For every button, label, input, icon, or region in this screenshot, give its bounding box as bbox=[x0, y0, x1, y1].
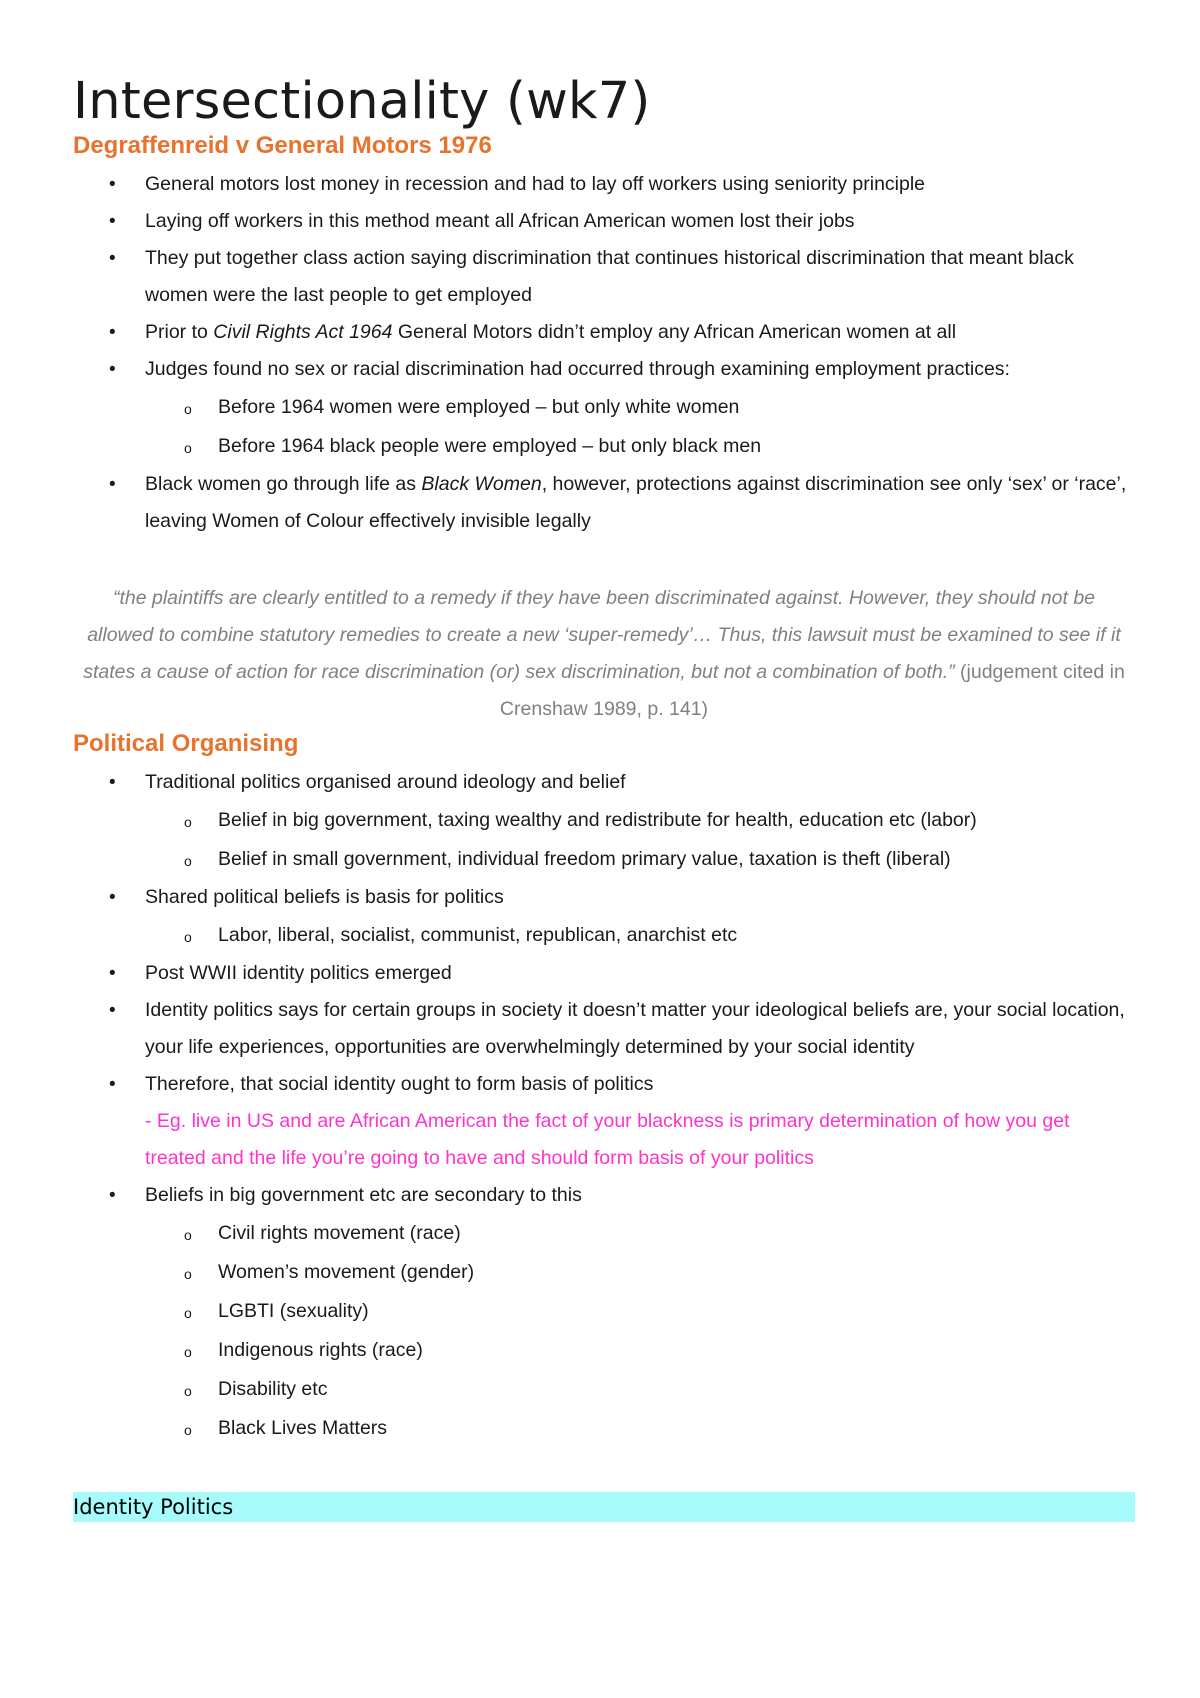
list-item-text: They put together class action saying discrimination that continues historical discrimination that meant black women were the last people to get employed bbox=[145, 247, 1074, 307]
section-heading-political-organising: Political Organising bbox=[73, 730, 299, 758]
sub-list-item bbox=[145, 1409, 1135, 1448]
sub-list-item bbox=[145, 388, 1135, 427]
sub-list-item-text: Belief in small government, individual freedom primary value, taxation is theft (liberal) bbox=[218, 848, 951, 871]
emphasis-black-women: Black Women bbox=[421, 473, 542, 496]
sub-list-item-text: Women’s movement (gender) bbox=[218, 1261, 475, 1284]
sub-list-item-text: Black Lives Matters bbox=[218, 1417, 388, 1440]
list-item-text: Black women go through life as bbox=[145, 473, 422, 496]
list-item-text: General motors lost money in recession and had to lay off workers using seniority principle bbox=[145, 173, 926, 196]
sub-list-item-text: Before 1964 black people were employed – but only black men bbox=[218, 435, 762, 458]
list-item-text: Traditional politics organised around ideology and belief bbox=[145, 771, 626, 794]
sub-list-item bbox=[145, 801, 1135, 840]
document-page bbox=[73, 74, 1135, 1522]
degraffenreid-bullet-list bbox=[73, 166, 1135, 540]
list-item-text: Therefore, that social identity ought to form basis of politics bbox=[145, 1073, 654, 1096]
sub-list-item bbox=[145, 1292, 1135, 1331]
political-organising-bullet-list bbox=[73, 764, 1135, 1448]
sub-list-item-text: Before 1964 women were employed – but only white women bbox=[218, 396, 740, 419]
list-item bbox=[73, 764, 1135, 879]
sub-list bbox=[145, 388, 1135, 466]
list-item bbox=[73, 955, 1135, 992]
list-item-text: , however, protections against discrimination see only ‘sex’ or ‘race’, leaving Women of Colour effectively invisible legally bbox=[145, 473, 1127, 533]
list-item-text: Laying off workers in this method meant all African American women lost their jobs bbox=[145, 210, 855, 233]
list-item bbox=[73, 203, 1135, 240]
sub-list-item bbox=[145, 1370, 1135, 1409]
sub-list-item bbox=[145, 916, 1135, 955]
sub-list-item-text: LGBTI (sexuality) bbox=[218, 1300, 369, 1323]
sub-list-item-text: Disability etc bbox=[218, 1378, 328, 1401]
act-name: Civil Rights Act 1964 bbox=[213, 321, 393, 344]
judgement-quote bbox=[73, 580, 1135, 728]
list-item bbox=[73, 166, 1135, 203]
list-item bbox=[73, 351, 1135, 466]
sub-list bbox=[145, 801, 1135, 879]
page-title: Intersectionality (wk7) bbox=[73, 72, 651, 131]
section-heading-degraffenreid: Degraffenreid v General Motors 1976 bbox=[73, 132, 492, 160]
list-item-text: Prior to bbox=[145, 321, 214, 344]
list-item bbox=[73, 1066, 1135, 1177]
quote-citation: (judgement cited in Crenshaw 1989, p. 141) bbox=[499, 661, 1125, 721]
sub-list-item-text: Civil rights movement (race) bbox=[218, 1222, 461, 1245]
quote-text: “the plaintiffs are clearly entitled to a remedy if they have been discriminated against. However, they should not be allowed to combine statutory remedies to create a new ‘super-remedy’… Thus, this lawsuit must be examined to see if it states a cause of action for race discrimination (or) sex discrimination, but not a combination of both.” bbox=[83, 587, 1121, 684]
sub-list-item bbox=[145, 840, 1135, 879]
list-item bbox=[73, 240, 1135, 314]
list-item bbox=[73, 992, 1135, 1066]
sub-list-item-text: Belief in big government, taxing wealthy and redistribute for health, education etc (labor) bbox=[218, 809, 977, 832]
list-item-text: Judges found no sex or racial discrimination had occurred through examining employment practices: bbox=[145, 358, 1010, 381]
sub-list-item-text: Labor, liberal, socialist, communist, republican, anarchist etc bbox=[218, 924, 738, 947]
list-item bbox=[73, 466, 1135, 540]
list-item bbox=[73, 314, 1135, 351]
list-item-text: General Motors didn’t employ any African American women at all bbox=[392, 321, 957, 344]
highlighted-example-note: - Eg. live in US and are African American the fact of your blackness is primary determination of how you get treated and the life you’re going to have and should form basis of your politics bbox=[145, 1110, 1070, 1170]
list-item-text: Identity politics says for certain groups in society it doesn’t matter your ideological beliefs are, your social location, your life experiences, opportunities are overwhelmingly determined by your social identity bbox=[145, 999, 1125, 1059]
sub-list-item bbox=[145, 1253, 1135, 1292]
list-item-text: Post WWII identity politics emerged bbox=[145, 962, 452, 985]
list-item-text: Shared political beliefs is basis for politics bbox=[145, 886, 504, 909]
sub-list-item bbox=[145, 427, 1135, 466]
sub-list-item bbox=[145, 1214, 1135, 1253]
list-item bbox=[73, 879, 1135, 955]
sub-list-item bbox=[145, 1331, 1135, 1370]
section-heading-identity-politics: Identity Politics bbox=[73, 1492, 1135, 1522]
sub-list bbox=[145, 916, 1135, 955]
sub-list bbox=[145, 1214, 1135, 1448]
list-item-text: Beliefs in big government etc are secondary to this bbox=[145, 1184, 582, 1207]
sub-list-item-text: Indigenous rights (race) bbox=[218, 1339, 423, 1362]
list-item bbox=[73, 1177, 1135, 1448]
